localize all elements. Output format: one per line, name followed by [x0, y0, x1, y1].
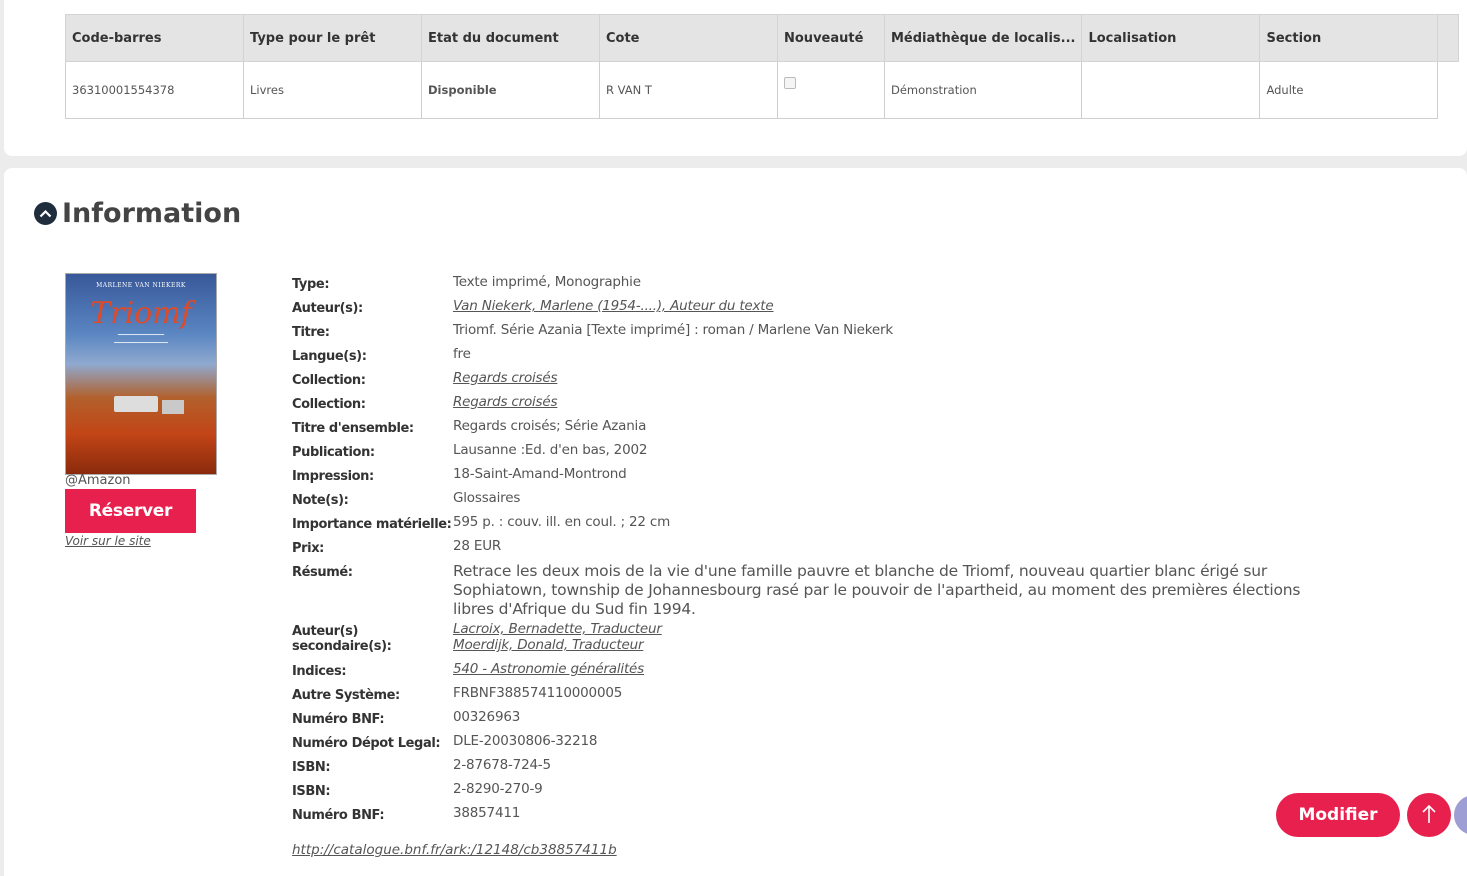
- field-value: Lausanne :Ed. d'en bas, 2002: [453, 442, 648, 458]
- col-header-loan-type[interactable]: Type pour le prêt: [244, 15, 422, 62]
- field-value: Triomf. Série Azania [Texte imprimé] : roman / Marlene Van Niekerk: [453, 322, 893, 338]
- field-numero-bnf-1: [292, 707, 1402, 731]
- field-value: 18-Saint-Amand-Montrond: [453, 466, 627, 482]
- field-label: Numéro BNF:: [292, 808, 385, 823]
- col-header-cote[interactable]: Cote: [600, 15, 778, 62]
- cell-nouveaute: [778, 62, 885, 119]
- field-isbn-2: [292, 779, 1402, 803]
- field-resume: [292, 560, 1402, 619]
- field-label: Note(s):: [292, 493, 349, 508]
- field-label: Auteur(s):: [292, 301, 363, 316]
- cover-author-text: MARLENE VAN NIEKERK: [96, 282, 186, 289]
- copies-table: [65, 14, 1459, 119]
- secondary-author-link[interactable]: Moerdijk, Donald, Traducteur: [453, 637, 644, 653]
- field-label: Importance matérielle:: [292, 517, 452, 532]
- cell-cote: R VAN T: [600, 62, 778, 119]
- cover-credit: @Amazon: [65, 473, 131, 488]
- notice-fields: [292, 272, 1402, 827]
- field-type: [292, 272, 1402, 296]
- field-value: Texte imprimé, Monographie: [453, 274, 641, 290]
- col-header-mediatheque[interactable]: Médiathèque de localis...: [885, 15, 1082, 62]
- scroll-top-button[interactable]: [1407, 793, 1451, 837]
- chevron-up-icon: [34, 202, 57, 225]
- field-autre-systeme: [292, 683, 1402, 707]
- col-header-nouveaute[interactable]: Nouveauté: [778, 15, 885, 62]
- cover-title-text: Triomf: [90, 296, 192, 331]
- col-header-section[interactable]: Section: [1260, 15, 1438, 62]
- cover-illustration: [114, 396, 158, 412]
- col-header-localisation[interactable]: Localisation: [1082, 15, 1260, 62]
- field-prix: [292, 536, 1402, 560]
- field-langues: [292, 344, 1402, 368]
- field-value: FRBNF388574110000005: [453, 685, 623, 701]
- table-row: [66, 62, 1459, 119]
- field-value: 2-87678-724-5: [453, 757, 551, 773]
- field-titre-ensemble: [292, 416, 1402, 440]
- cell-section: Adulte: [1260, 62, 1438, 119]
- field-importance: [292, 512, 1402, 536]
- field-publication: [292, 440, 1402, 464]
- cell-status: Disponible: [422, 62, 600, 119]
- arrow-up-icon: [1421, 803, 1437, 828]
- field-label: Indices:: [292, 664, 347, 679]
- reserve-button[interactable]: Réserver: [65, 489, 196, 533]
- field-isbn-1: [292, 755, 1402, 779]
- field-auteurs: [292, 296, 1402, 320]
- field-label: ISBN:: [292, 760, 331, 775]
- field-label: Langue(s):: [292, 349, 367, 364]
- field-collection-2: [292, 392, 1402, 416]
- field-label: Impression:: [292, 469, 374, 484]
- field-label: Collection:: [292, 373, 366, 388]
- field-label: Autre Système:: [292, 688, 400, 703]
- table-header-row: [66, 15, 1459, 62]
- field-value: fre: [453, 346, 471, 362]
- field-value: 28 EUR: [453, 538, 502, 554]
- field-label: Publication:: [292, 445, 375, 460]
- indice-link[interactable]: 540 - Astronomie généralités: [453, 661, 645, 677]
- information-heading: Information: [62, 198, 242, 229]
- copies-panel: [4, 0, 1467, 156]
- field-depot-legal: [292, 731, 1402, 755]
- field-label: Résumé:: [292, 565, 353, 580]
- cell-localisation: [1082, 62, 1260, 119]
- field-value: 38857411: [453, 805, 521, 821]
- book-cover-image[interactable]: [65, 273, 217, 475]
- field-notes: [292, 488, 1402, 512]
- nouveaute-checkbox[interactable]: [784, 77, 796, 89]
- field-label: Auteur(s) secondaire(s):: [292, 624, 392, 654]
- col-header-barcode[interactable]: Code-barres: [66, 15, 244, 62]
- modifier-button[interactable]: Modifier: [1276, 793, 1400, 837]
- field-label: Type:: [292, 277, 330, 292]
- col-header-filler: [1438, 15, 1459, 62]
- field-indices: [292, 659, 1402, 683]
- field-value: Retrace les deux mois de la vie d'une famille pauvre et blanche de Triomf, nouveau quartier blanc érigé sur Sophiatown, township de Johannesbourg rasé par le pouvoir de l'apartheid, au moment des premières élections libres d'Afrique du Sud fin 1994.: [453, 562, 1301, 618]
- collection-link[interactable]: Regards croisés: [453, 370, 558, 386]
- bnf-catalogue-link[interactable]: http://catalogue.bnf.fr/ark:/12148/cb38857411b: [292, 842, 617, 858]
- field-label: Numéro BNF:: [292, 712, 385, 727]
- field-label: Titre d'ensemble:: [292, 421, 414, 436]
- cell-loan-type: Livres: [244, 62, 422, 119]
- cover-illustration-2: [162, 400, 184, 414]
- field-numero-bnf-2: [292, 803, 1402, 827]
- field-value: 595 p. : couv. ill. en coul. ; 22 cm: [453, 514, 671, 530]
- field-collection-1: [292, 368, 1402, 392]
- field-label: Titre:: [292, 325, 330, 340]
- collection-link[interactable]: Regards croisés: [453, 394, 558, 410]
- field-titre: [292, 320, 1402, 344]
- field-value: Glossaires: [453, 490, 521, 506]
- secondary-author-link[interactable]: Lacroix, Bernadette, Traducteur: [453, 621, 662, 637]
- cell-mediatheque: Démonstration: [885, 62, 1082, 119]
- field-label: Numéro Dépot Legal:: [292, 736, 441, 751]
- cell-barcode: 36310001554378: [66, 62, 244, 119]
- col-header-status[interactable]: Etat du document: [422, 15, 600, 62]
- field-auteurs-secondaires: [292, 619, 1402, 659]
- field-value: DLE-20030806-32218: [453, 733, 598, 749]
- cover-subtitle-decoration: ▔▔▔▔▔▔▔▔▔▔▔▔ ▔▔▔▔▔▔▔▔▔▔▔▔▔▔: [114, 335, 168, 349]
- field-label: Prix:: [292, 541, 324, 556]
- information-panel: [4, 168, 1467, 876]
- field-value: 2-8290-270-9: [453, 781, 543, 797]
- cell-filler: [1438, 62, 1459, 119]
- voir-sur-le-site-link[interactable]: Voir sur le site: [65, 534, 151, 548]
- author-link[interactable]: Van Niekerk, Marlene (1954-....), Auteur du texte: [453, 298, 774, 314]
- field-impression: [292, 464, 1402, 488]
- field-label: ISBN:: [292, 784, 331, 799]
- information-section-toggle[interactable]: [34, 198, 241, 229]
- field-label: Collection:: [292, 397, 366, 412]
- field-value: Regards croisés; Série Azania: [453, 418, 647, 434]
- field-value: 00326963: [453, 709, 521, 725]
